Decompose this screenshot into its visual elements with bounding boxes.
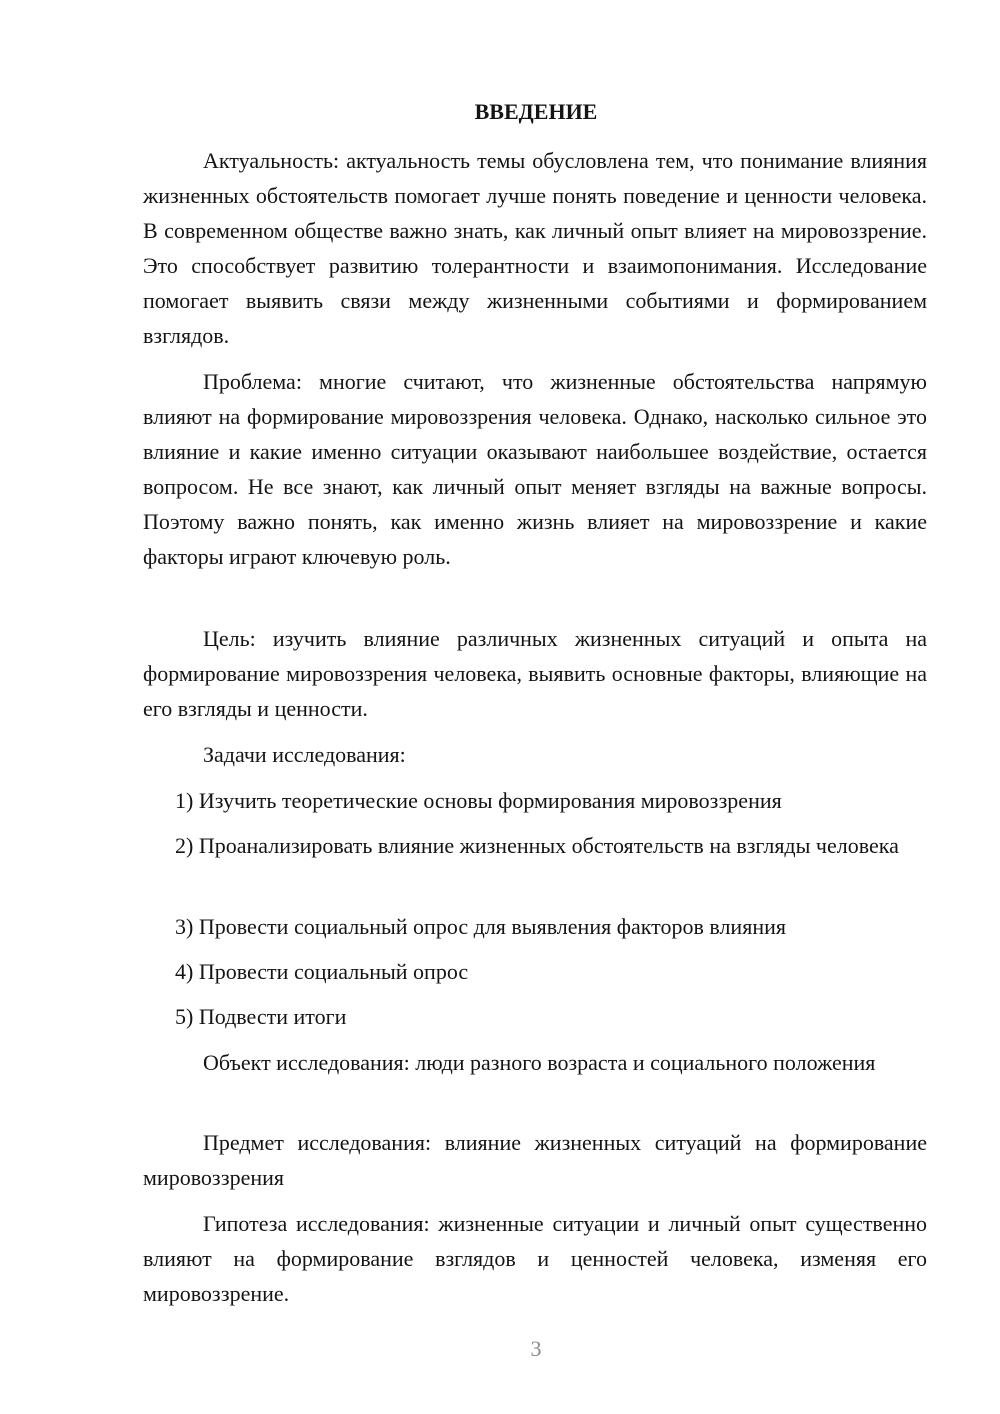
task-item-4: 4) Провести социальный опрос bbox=[175, 959, 469, 984]
paragraph-problem: Проблема: многие считают, что жизненные обстоятельства напрямую влияют на формирование мировоззрения человека. Однако, насколько сильное это влияние и какие именно ситуации оказывают наибольшее воздействие, остается вопросом. Не все знают, как личный опыт меняет взгляды на важные вопросы. Поэтому важно понять, как именно жизнь влияет на мировоззрение и какие факторы играют ключевую роль. bbox=[143, 369, 927, 569]
paragraph-goal: Цель: изучить влияние различных жизненных ситуаций и опыта на формирование мировоззрения человека, выявить основные факторы, влияющие на его взгляды и ценности. bbox=[143, 626, 927, 721]
paragraph-relevance: Актуальность: актуальность темы обусловлена тем, что понимание влияния жизненных обстоятельств помогает лучше понять поведение и ценности человека. В современном обществе важно знать, как личный опыт влияет на мировоззрение. Это способствует развитию толерантности и взаимопонимания. Исследование помогает выявить связи между жизненными событиями и формированием взглядов. bbox=[143, 148, 927, 348]
task-item-3: 3) Провести социальный опрос для выявления факторов влияния bbox=[175, 914, 786, 939]
paragraph-hypothesis: Гипотеза исследования: жизненные ситуации и личный опыт существенно влияют на формирование взглядов и ценностей человека, изменяя его мировоззрение. bbox=[143, 1211, 927, 1306]
paragraph-object: Объект исследования: люди разного возраста и социального положения bbox=[203, 1050, 876, 1075]
page-number: 3 bbox=[530, 1336, 542, 1361]
tasks-heading: Задачи исследования: bbox=[203, 742, 406, 767]
task-item-1: 1) Изучить теоретические основы формирования мировоззрения bbox=[175, 788, 782, 813]
task-item-2: 2) Проанализировать влияние жизненных обстоятельств на взгляды человека bbox=[175, 833, 899, 858]
task-item-5: 5) Подвести итоги bbox=[175, 1004, 347, 1029]
page-title: ВВЕДЕНИЕ bbox=[474, 99, 598, 124]
paragraph-subject: Предмет исследования: влияние жизненных ситуаций на формирование мировоззрения bbox=[143, 1130, 927, 1190]
